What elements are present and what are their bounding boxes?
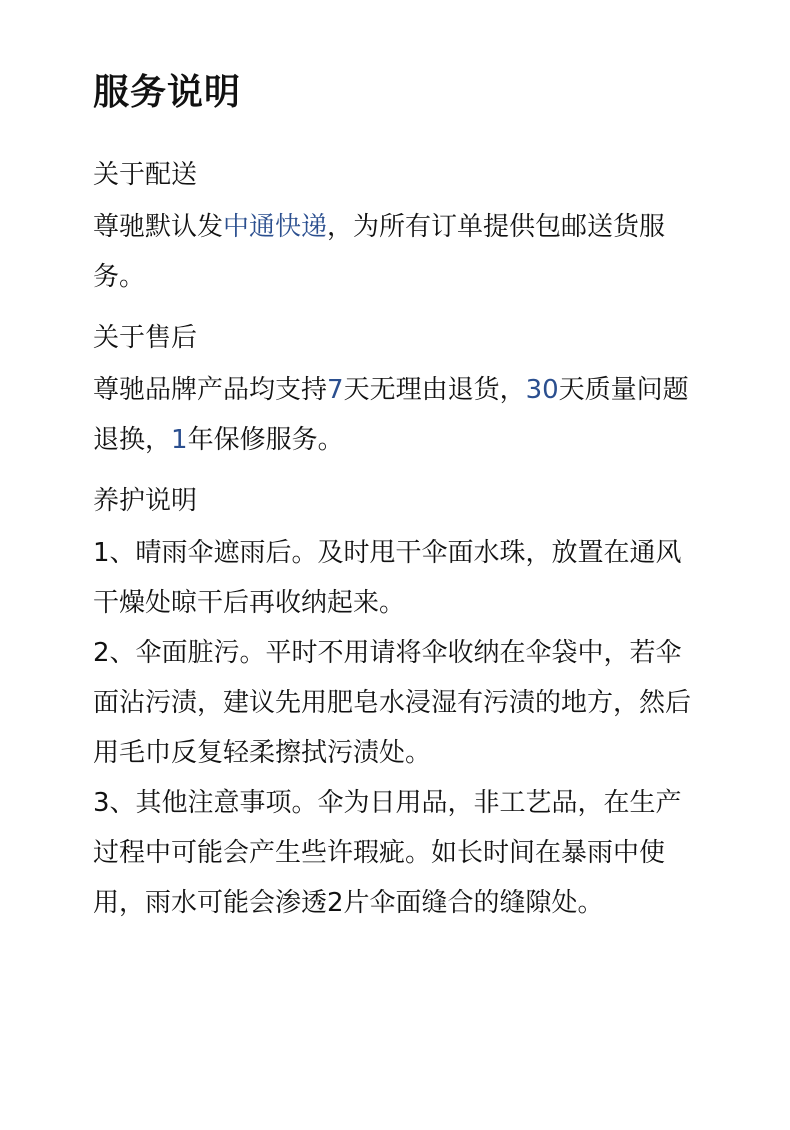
- page-title: 服务说明: [93, 72, 242, 113]
- warranty-years: 1: [171, 425, 188, 455]
- after-sales-text-3: 天质量问题退换，: [93, 375, 689, 455]
- delivery-text-before: 尊驰默认发: [93, 212, 224, 242]
- delivery-section: [93, 160, 698, 302]
- delivery-text: [93, 202, 698, 302]
- care-heading: 养护说明: [93, 486, 198, 516]
- return-days: 7: [327, 375, 344, 405]
- care-item: 3、其他注意事项。伞为日用品，非工艺品，在生产过程中可能会产生些许瑕疵。如长时间在暴雨中使用，雨水可能会渗透2片伞面缝合的缝隙处。: [93, 788, 682, 918]
- after-sales-text-1: 尊驰品牌产品均支持: [93, 375, 328, 405]
- after-sales-heading: 关于售后: [93, 323, 198, 353]
- after-sales-text-4: 年保修服务。: [187, 425, 344, 455]
- after-sales-section: [93, 323, 698, 465]
- delivery-heading: 关于配送: [93, 160, 198, 190]
- delivery-text-after: ，为所有订单提供包邮送货服务。: [93, 212, 666, 292]
- after-sales-text-2: 天无理由退货，: [343, 375, 526, 405]
- care-section: [93, 486, 698, 928]
- exchange-days: 30: [525, 375, 559, 405]
- courier-name: 中通快递: [223, 212, 328, 242]
- after-sales-text: [93, 365, 698, 465]
- care-item: 1、晴雨伞遮雨后。及时甩干伞面水珠，放置在通风干燥处晾干后再收纳起来。: [93, 538, 682, 618]
- care-item: 2、伞面脏污。平时不用请将伞收纳在伞袋中，若伞面沾污渍，建议先用肥皂水浸湿有污渍的地方，然后用毛巾反复轻柔擦拭污渍处。: [93, 638, 692, 768]
